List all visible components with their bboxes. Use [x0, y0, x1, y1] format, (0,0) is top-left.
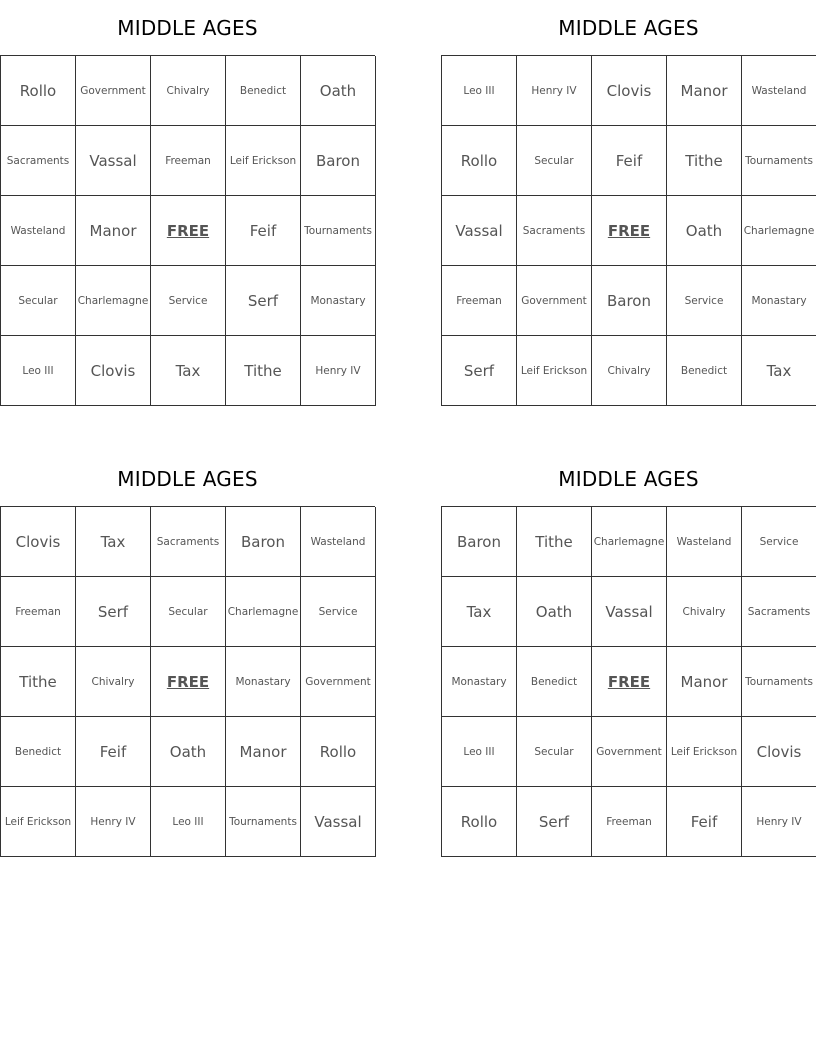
bingo-cell: Serf — [517, 787, 592, 857]
bingo-cell: Baron — [301, 126, 376, 196]
bingo-cell: Leo III — [1, 336, 76, 406]
bingo-cell: Tithe — [517, 507, 592, 577]
bingo-cell: Government — [517, 266, 592, 336]
bingo-cell: Secular — [151, 577, 226, 647]
bingo-cell: Henry IV — [517, 56, 592, 126]
bingo-cell: Manor — [76, 196, 151, 266]
bingo-cell: Leif Erickson — [517, 336, 592, 406]
bingo-cell: Government — [76, 56, 151, 126]
bingo-cell: Chivalry — [76, 647, 151, 717]
card-title: MIDDLE AGES — [117, 467, 258, 491]
bingo-cell: Feif — [667, 787, 742, 857]
bingo-cell: Clovis — [76, 336, 151, 406]
bingo-cell: Service — [151, 266, 226, 336]
bingo-cell: Vassal — [442, 196, 517, 266]
bingo-cell: Freeman — [442, 266, 517, 336]
bingo-cell: Baron — [442, 507, 517, 577]
bingo-cell: Service — [742, 507, 816, 577]
card-title: MIDDLE AGES — [558, 467, 699, 491]
bingo-cell: Benedict — [667, 336, 742, 406]
bingo-cell: Oath — [667, 196, 742, 266]
bingo-cell: Feif — [226, 196, 301, 266]
bingo-cell: Baron — [592, 266, 667, 336]
free-space-cell: FREE — [592, 196, 667, 266]
bingo-cell: Tournaments — [301, 196, 376, 266]
bingo-cell: Oath — [151, 717, 226, 787]
bingo-cell: Sacraments — [1, 126, 76, 196]
bingo-cell: Benedict — [226, 56, 301, 126]
card-title: MIDDLE AGES — [558, 16, 699, 40]
bingo-grid — [441, 55, 816, 406]
bingo-cell: Service — [301, 577, 376, 647]
bingo-cell: Wasteland — [667, 507, 742, 577]
bingo-cell: Freeman — [592, 787, 667, 857]
bingo-cell: Oath — [301, 56, 376, 126]
bingo-cell: Rollo — [442, 787, 517, 857]
bingo-cell: Chivalry — [592, 336, 667, 406]
bingo-cell: Monastary — [442, 647, 517, 717]
bingo-cell: Sacraments — [742, 577, 816, 647]
bingo-cell: Clovis — [592, 56, 667, 126]
bingo-cell: Manor — [667, 647, 742, 717]
bingo-cell: Vassal — [301, 787, 376, 857]
bingo-cell: Charlemagne — [742, 196, 816, 266]
bingo-cell: Wasteland — [742, 56, 816, 126]
bingo-cell: Tax — [742, 336, 816, 406]
bingo-cell: Feif — [76, 717, 151, 787]
bingo-cell: Henry IV — [742, 787, 816, 857]
bingo-cell: Clovis — [742, 717, 816, 787]
bingo-cell: Monastary — [742, 266, 816, 336]
bingo-cell: Rollo — [301, 717, 376, 787]
bingo-cell: Baron — [226, 507, 301, 577]
bingo-cell: Benedict — [1, 717, 76, 787]
bingo-cell: Sacraments — [517, 196, 592, 266]
bingo-cell: Serf — [76, 577, 151, 647]
bingo-cell: Leif Erickson — [667, 717, 742, 787]
bingo-cell: Serf — [226, 266, 301, 336]
bingo-cell: Clovis — [1, 507, 76, 577]
bingo-card — [441, 10, 816, 406]
bingo-cell: Tithe — [226, 336, 301, 406]
bingo-cell: Government — [592, 717, 667, 787]
bingo-cell: Charlemagne — [592, 507, 667, 577]
bingo-cell: Serf — [442, 336, 517, 406]
bingo-cell: Service — [667, 266, 742, 336]
bingo-grid — [0, 55, 375, 406]
bingo-cell: Freeman — [151, 126, 226, 196]
bingo-cell: Tournaments — [742, 647, 816, 717]
bingo-cell: Monastary — [301, 266, 376, 336]
bingo-cell: Benedict — [517, 647, 592, 717]
bingo-cell: Feif — [592, 126, 667, 196]
bingo-grid — [441, 506, 816, 857]
bingo-cell: Charlemagne — [226, 577, 301, 647]
bingo-cell: Manor — [667, 56, 742, 126]
bingo-cell: Secular — [517, 717, 592, 787]
free-space-cell: FREE — [592, 647, 667, 717]
bingo-cell: Secular — [517, 126, 592, 196]
bingo-cell: Government — [301, 647, 376, 717]
bingo-cell: Vassal — [76, 126, 151, 196]
bingo-card — [0, 10, 375, 406]
bingo-cell: Chivalry — [151, 56, 226, 126]
bingo-cell: Oath — [517, 577, 592, 647]
bingo-cell: Tournaments — [742, 126, 816, 196]
bingo-cell: Chivalry — [667, 577, 742, 647]
bingo-cell: Sacraments — [151, 507, 226, 577]
free-space-cell: FREE — [151, 196, 226, 266]
bingo-cell: Wasteland — [301, 507, 376, 577]
bingo-cell: Leo III — [442, 717, 517, 787]
bingo-cell: Leo III — [442, 56, 517, 126]
bingo-cell: Secular — [1, 266, 76, 336]
free-space-cell: FREE — [151, 647, 226, 717]
bingo-cell: Leif Erickson — [226, 126, 301, 196]
bingo-cell: Tax — [151, 336, 226, 406]
bingo-cell: Manor — [226, 717, 301, 787]
bingo-cell: Charlemagne — [76, 266, 151, 336]
bingo-cell: Tax — [442, 577, 517, 647]
bingo-cell: Henry IV — [301, 336, 376, 406]
bingo-cell: Leif Erickson — [1, 787, 76, 857]
bingo-cell: Tithe — [667, 126, 742, 196]
bingo-cell: Tax — [76, 507, 151, 577]
bingo-cell: Monastary — [226, 647, 301, 717]
bingo-cell: Rollo — [1, 56, 76, 126]
bingo-card — [0, 461, 375, 857]
bingo-cell: Leo III — [151, 787, 226, 857]
bingo-card — [441, 461, 816, 857]
bingo-cell: Vassal — [592, 577, 667, 647]
bingo-cell: Freeman — [1, 577, 76, 647]
bingo-cell: Tithe — [1, 647, 76, 717]
bingo-grid — [0, 506, 375, 857]
card-title: MIDDLE AGES — [117, 16, 258, 40]
bingo-cell: Henry IV — [76, 787, 151, 857]
bingo-cell: Rollo — [442, 126, 517, 196]
bingo-cell: Wasteland — [1, 196, 76, 266]
bingo-cell: Tournaments — [226, 787, 301, 857]
